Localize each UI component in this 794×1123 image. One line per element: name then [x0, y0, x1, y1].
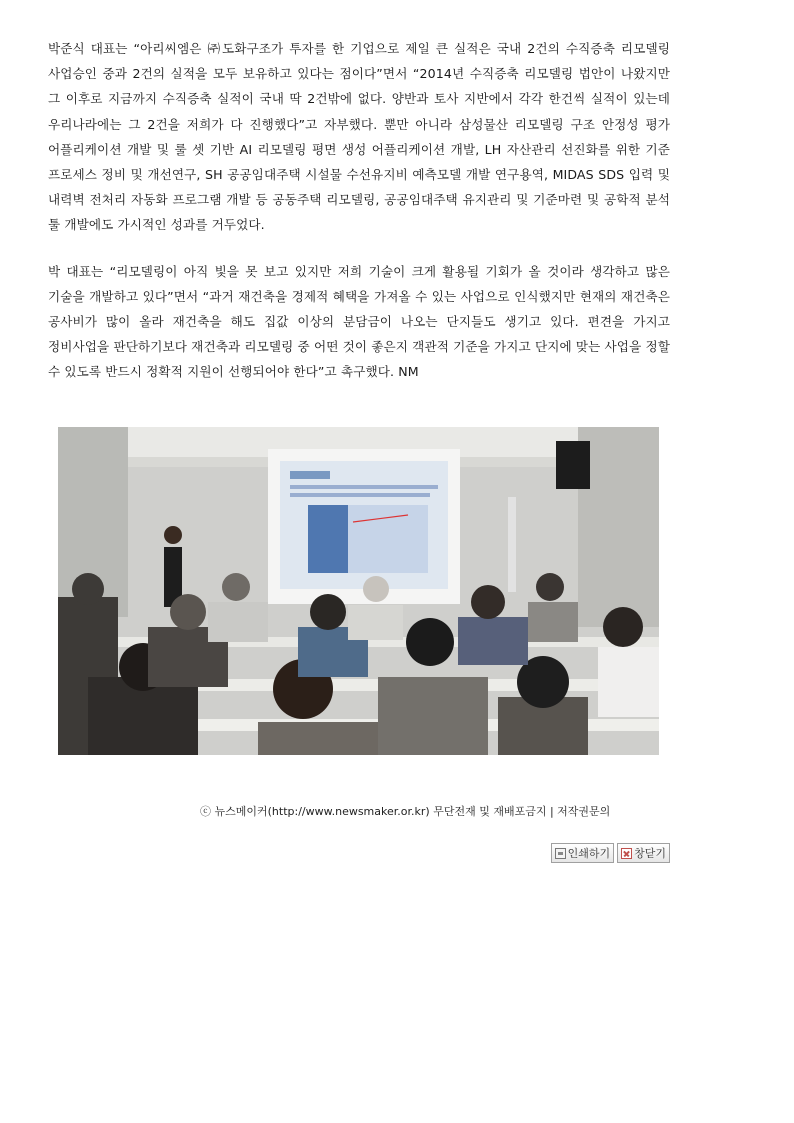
copyright-notice: ⓒ 뉴스메이커(http://www.newsmaker.or.kr) 무단전재 및 재배포금지 | 저작권문의: [200, 805, 611, 818]
close-icon: [621, 848, 632, 859]
seminar-photo: [58, 427, 659, 755]
article-paragraph-1: 박준식 대표는 “아리씨엠은 ㈜도화구조가 투자를 한 기업으로 제일 큰 실적은 국내 2건의 수직증축 리모델링 사업승인 중과 2건의 실적을 모두 보유하고 있다는 점이다”면서 “2014년 수직증축 리모델링 법안이 나왔지만 그 이후로 지금까지 수직증축 실적이 국내 딱 2건밖에 없다. 양반과 토사 지반에서 각각 한건씩 실적이 있는데 우리나라에는 그 2건을 저희가 다 진행했다”고 자부했다. 뿐만 아니라 삼성물산 리모델링 구조 안정성 평가 어플리케이션 개발 및 룰 셋 기반 AI 리모델링 평면 생성 어플리케이션 개발, LH 자산관리 선진화를 위한 기준 프로세스 정비 및 개선연구, SH 공공임대주택 시설물 수선유지비 예측모델 개발 연구용역, MIDAS SDS 입력 및 내력벽 전처리 자동화 프로그램 개발 등 공동주택 리모델링, 공공임대주택 유지관리 및 기준마련 및 공학적 분석 툴 개발에도 가시적인 성과를 거두었다.: [48, 41, 670, 233]
print-button-label: 인쇄하기: [567, 847, 611, 860]
close-button-label: 창닫기: [634, 847, 666, 860]
printer-icon: [555, 848, 566, 859]
article-body: [48, 36, 670, 406]
action-buttons: [551, 843, 670, 863]
close-window-button[interactable]: [617, 843, 670, 863]
print-button[interactable]: [551, 843, 615, 863]
article-paragraph-2: 박 대표는 “리모델링이 아직 빛을 못 보고 있지만 저희 기술이 크게 활용될 기회가 올 것이라 생각하고 많은 기술을 개발하고 있다”면서 “과거 재건축을 경제적 혜택을 가져올 수 있는 사업으로 인식했지만 현재의 재건축은 공사비가 많이 올라 재건축을 해도 집값 이상의 분담금이 나오는 단지들도 생기고 있다. 편견을 가지고 정비사업을 판단하기보다 재건축과 리모델링 중 어떤 것이 좋은지 객관적 기준을 가지고 단지에 맞는 사업을 정할 수 있도록 반드시 정확적 지원이 선행되어야 한다”고 촉구했다. NM: [48, 263, 670, 380]
